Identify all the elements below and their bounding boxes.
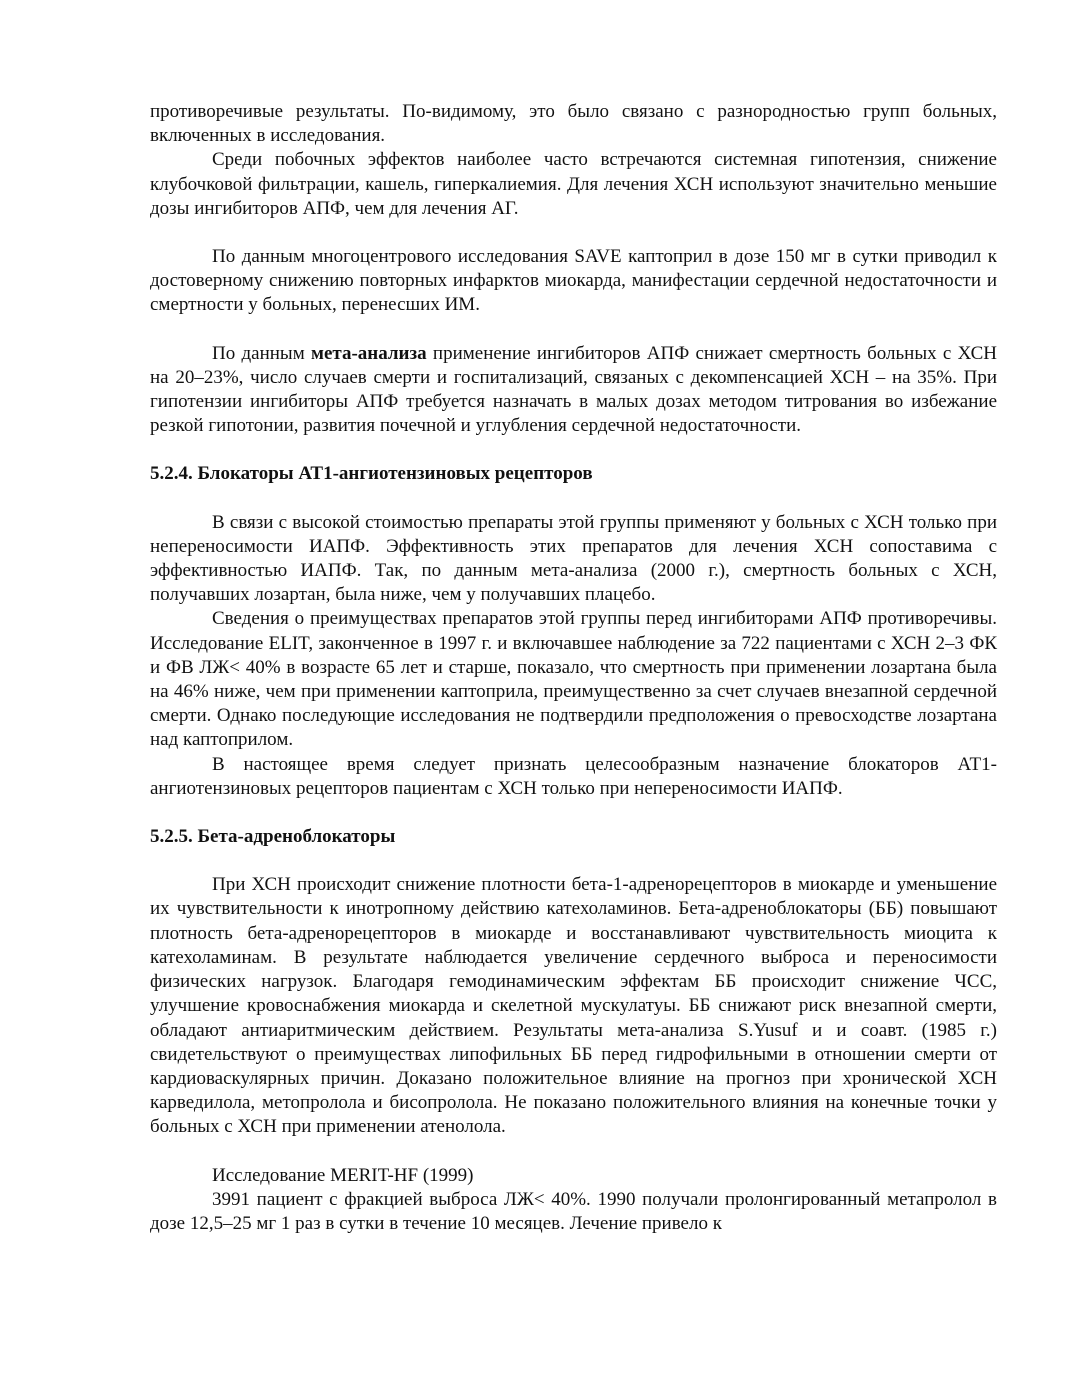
- paragraph-at1-cost: В связи с высокой стоимостью препараты этой группы применяют у больных с ХСН только при непереносимости ИАПФ. Эффективность этих препаратов для лечения ХСН сопоставима с эффективностью ИАПФ. Так, по данным мета-анализа (2000 г.), смертность больных с ХСН, получавших лозартан, была ниже, чем у получавших плацебо.: [150, 511, 997, 606]
- spacer: [150, 801, 997, 825]
- text-run: По данным: [212, 342, 311, 364]
- section-heading-beta-blockers: 5.2.5. Бета-адреноблокаторы: [150, 826, 396, 848]
- spacer: [150, 438, 997, 462]
- subheading-merit-hf: Исследование MERIT-HF (1999): [212, 1164, 474, 1186]
- paragraph-at1-recommendation: В настоящее время следует признать целесообразным назначение блокаторов АТ1-ангиотензиновых рецепторов пациентам с ХСН только при непереносимости ИАПФ.: [150, 753, 997, 799]
- paragraph-meta-analysis: [150, 342, 997, 439]
- text-run: применение ингибиторов АПФ снижает смертность больных с ХСН на 20–23%, число случаев смерти и госпитализаций, связаных с декомпенсацией ХСН – на 35%. При гипотензии ингибиторы АПФ требуется назначать в малых дозах методом титрования во избежание резкой гипотонии, развития почечной и углубления сердечной недостаточности.: [150, 342, 997, 437]
- spacer: [150, 221, 997, 245]
- paragraph-beta-blockers: При ХСН происходит снижение плотности бета-1-адренорецепторов в миокарде и уменьшение их чувствительности к инотропному действию катехоламинов. Бета-адреноблокаторы (ББ) повышают плотность бета-адренорецепторов в миокарде и восстанавливают чувствительность миоцита к катехоламинам. В результате наблюдается увеличение сердечного выброса и переносимости физических нагрузок. Благодаря гемодинамическим эффектам ББ происходит снижение ЧСС, улучшение кровоснабжения миокарда и скелетной мускулатуы. ББ снижают риск внезапной смерти, обладают антиаритмическим действием. Результаты мета-анализа S.Yusuf и и соавт. (1985 г.) свидетельствуют о преимуществах липофильных ББ перед гидрофильными в отношении смерти от кардиоваскулярных причин. Доказано положительное влияние на прогноз при хронической ХСН карведилола, метопролола и бисопролола. Не показано положительного влияния на конечные точки у больных с ХСН при применении атенолола.: [150, 874, 997, 1138]
- paragraph-elit-study: Сведения о преимуществах препаратов этой группы перед ингибиторами АПФ противоречивы. Исследование ELIT, законченное в 1997 г. и включавшее наблюдение за 722 пациентами с ХСН 2–3 ФК и ФВ ЛЖ< 40% в возрасте 65 лет и старше, показало, что смертность при применении лозартана была на 46% ниже, чем при применении каптоприла, преимущественно за счет случаев внезапной сердечной смерти. Однако последующие исследования не подтвердили предположения о превосходстве лозартана над каптоприлом.: [150, 608, 997, 751]
- paragraph-side-effects: Среди побочных эффектов наиболее часто встречаются системная гипотензия, снижение клубочковой фильтрации, кашель, гиперкалиемия. Для лечения ХСН используют значительно меньшие дозы ингибиторов АПФ, чем для лечения АГ.: [150, 149, 997, 219]
- spacer: [150, 318, 997, 342]
- spacer: [150, 849, 997, 873]
- paragraph-intro: противоречивые результаты. По-видимому, это было связано с разнородностью групп больных, включенных в исследования.: [150, 101, 997, 147]
- paragraph-merit-hf: 3991 пациент с фракцией выброса ЛЖ< 40%. 1990 получали пролонгированный метапролол в дозе 12,5–25 мг 1 раз в сутки в течение 10 месяцев. Лечение привело к: [150, 1188, 997, 1234]
- bold-term: мета-анализа: [311, 342, 427, 364]
- document-page: [150, 100, 997, 1236]
- spacer: [150, 487, 997, 511]
- section-heading-at1-blockers: 5.2.4. Блокаторы АТ1-ангиотензиновых рецепторов: [150, 463, 593, 485]
- spacer: [150, 1140, 997, 1164]
- paragraph-save-study: По данным многоцентрового исследования SAVE каптоприл в дозе 150 мг в сутки приводил к достоверному снижению повторных инфарктов миокарда, манифестации сердечной недостаточности и смертности у больных, перенесших ИМ.: [150, 246, 997, 316]
